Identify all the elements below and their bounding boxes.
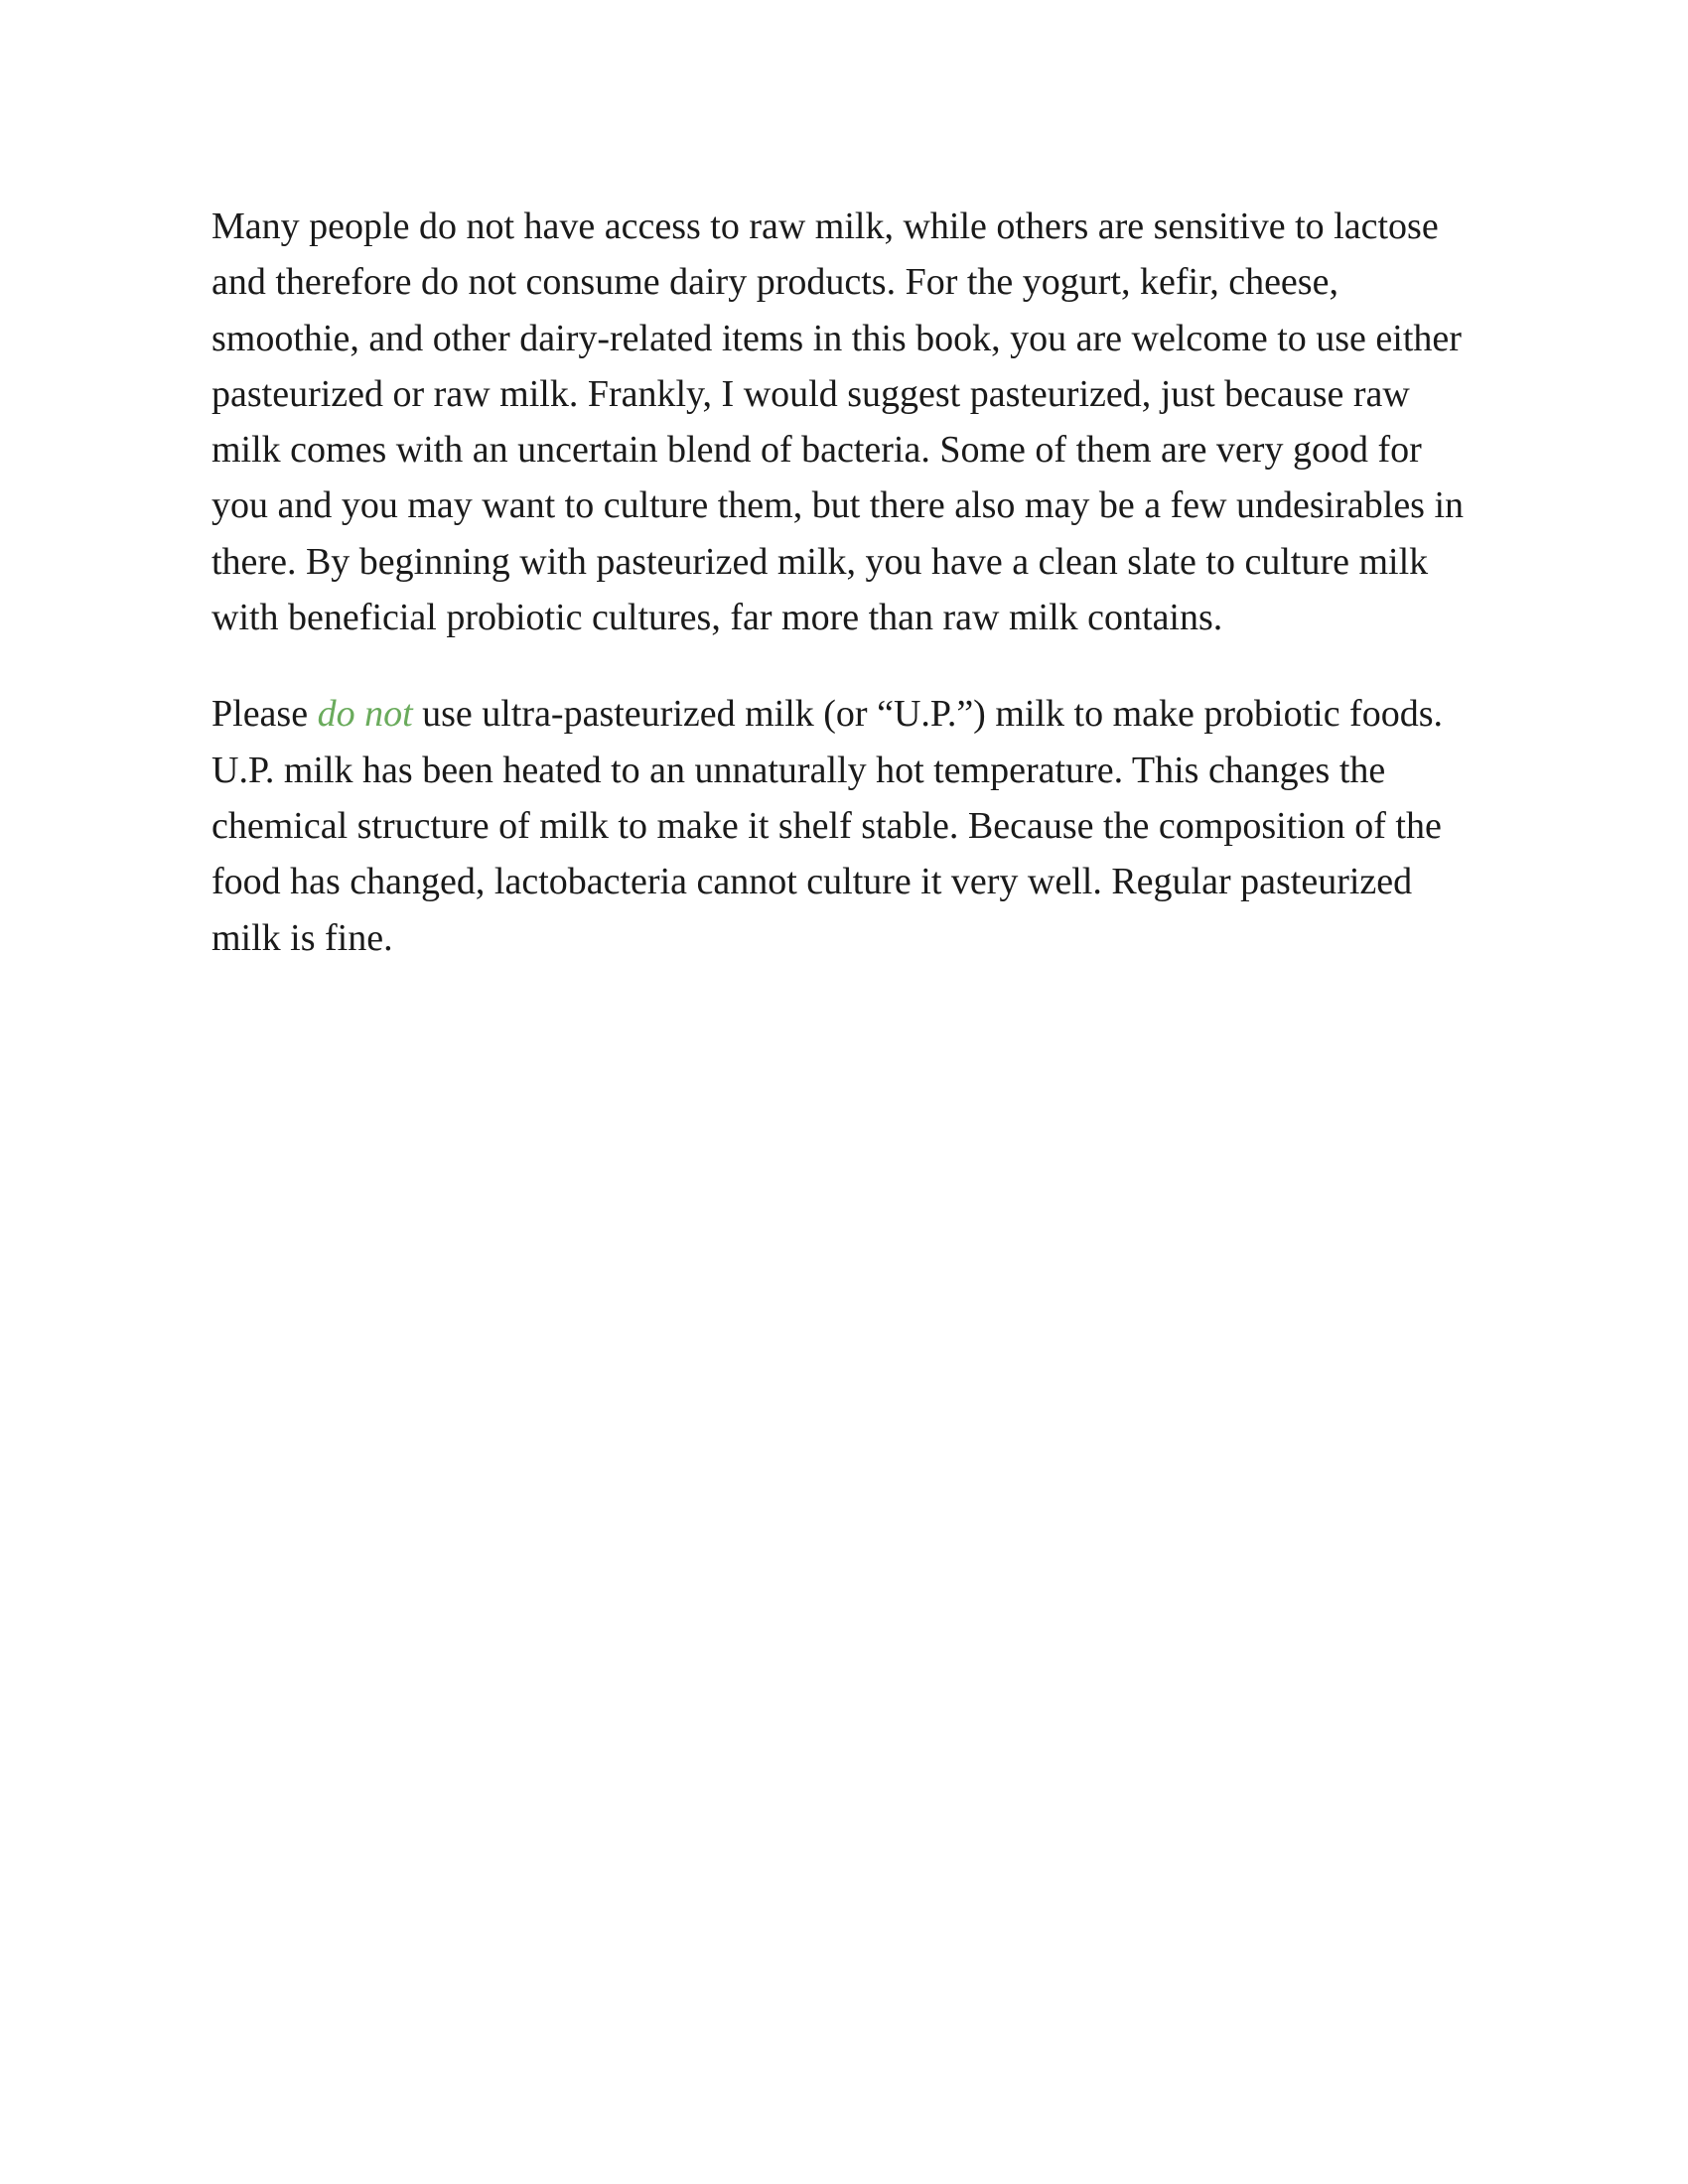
paragraph-ultra-pasteurized [211, 686, 1482, 965]
paragraph-2-lead: Please [211, 693, 318, 736]
paragraph-raw-vs-pasteurized: Many people do not have access to raw milk, while others are sensitive to lactose and therefore do not consume dairy products. For the yogurt, kefir, cheese, smoothie, and other dairy-related items in this book, you are welcome to use either pasteurized or raw milk. Frankly, I would suggest pasteurized, just because raw milk comes with an uncertain blend of bacteria. Some of them are very good for you and you may want to culture them, but there also may be a few undesirables in there. By beginning with pasteurized milk, you have a clean slate to culture milk with beneficial probiotic cultures, far more than raw milk contains. [211, 205, 1465, 639]
emphasis-do-not: do not [317, 693, 413, 736]
paragraph-2-rest: use ultra-pasteurized milk (or “U.P.”) milk to make probiotic foods. U.P. milk has been heated to an unnaturally hot temperature. This changes the chemical structure of milk to make it shelf stable. Because the composition of the food has changed, lactobacteria cannot culture it very well. Regular pasteurized milk is fine. [211, 693, 1443, 959]
page-body [211, 199, 1482, 966]
